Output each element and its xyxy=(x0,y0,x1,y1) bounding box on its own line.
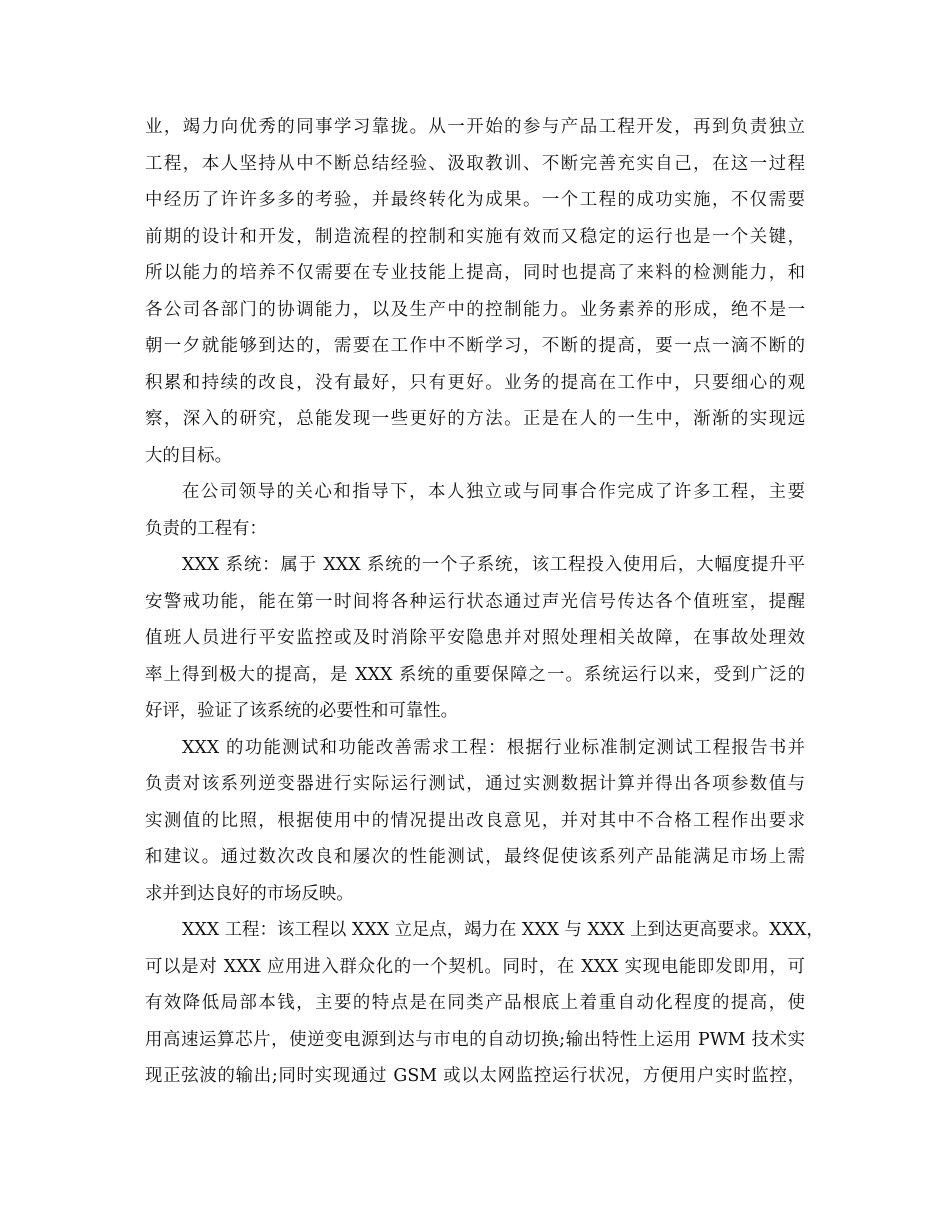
text-line: 察，深入的研究，总能发现一些更好的方法。正是在人的一生中，渐渐的实现远 xyxy=(145,409,805,429)
text-line: 和建议。通过数次改良和屡次的性能测试，最终促使该系列产品能满足市场上需 xyxy=(145,847,805,867)
text-line: 用高速运算芯片，使逆变电源到达与市电的自动切换;输出特性上运用 PWM 技术实 xyxy=(145,1029,805,1050)
text-line: 求并到达良好的市场反映。 xyxy=(145,883,354,904)
paragraph-project-system xyxy=(145,547,805,730)
paragraph-projects-intro xyxy=(145,474,805,547)
text-line: XXX 系统：属于 XXX 系统的一个子系统，该工程投入使用后，大幅度提升平 xyxy=(182,555,805,575)
text-line: 业，竭力向优秀的同事学习靠拢。从一开始的参与产品工程开发，再到负责独立 xyxy=(145,117,805,137)
text-line: 好评，验证了该系统的必要性和可靠性。 xyxy=(145,701,459,721)
text-line: 各公司各部门的协调能力，以及生产中的控制能力。业务素养的形成，绝不是一 xyxy=(145,299,805,320)
text-line: 有效降低局部本钱，主要的特点是在同类产品根底上着重自动化程度的提高，使 xyxy=(145,993,805,1013)
document-body xyxy=(145,109,824,1095)
text-line: 朝一夕就能够到达的，需要在工作中不断学习，不断的提高，要一点一滴不断的 xyxy=(145,336,805,356)
text-line: 实测值的比照，根据使用中的情况提出改良意见，并对其中不合格工程作出要求 xyxy=(145,810,805,831)
text-line: 可以是对 XXX 应用进入群众化的一个契机。同时，在 XXX 实现电能即发即用，可 xyxy=(145,956,805,977)
text-line: 工程，本人坚持从中不断总结经验、汲取教训、不断完善充实自己，在这一过程 xyxy=(145,153,805,174)
text-line: 大的目标。 xyxy=(145,445,232,466)
text-line: 积累和持续的改良，没有最好，只有更好。业务的提高在工作中，只要细心的观 xyxy=(145,372,805,393)
text-line: 中经历了许许多多的考验，并最终转化为成果。一个工程的成功实施，不仅需要 xyxy=(145,190,805,210)
text-line: 所以能力的培养不仅需要在专业技能上提高，同时也提高了来料的检测能力，和 xyxy=(145,263,805,283)
text-line: 率上得到极大的提高，是 XXX 系统的重要保障之一。系统运行以来，受到广泛的 xyxy=(145,664,805,685)
text-line: 在公司领导的关心和指导下，本人独立或与同事合作完成了许多工程，主要 xyxy=(182,482,805,502)
text-line: 负责的工程有： xyxy=(145,518,267,539)
paragraph-work-experience xyxy=(145,109,805,474)
text-line: XXX 的功能测试和功能改善需求工程：根据行业标准制定测试工程报告书并 xyxy=(182,737,805,758)
text-line: 安警戒功能，能在第一时间将各种运行状态通过声光信号传达各个值班室，提醒 xyxy=(145,591,805,612)
text-line: 负责对该系列逆变器进行实际运行测试，通过实测数据计算并得出各项参数值与 xyxy=(145,774,805,794)
paragraph-project-engineering xyxy=(145,912,824,1095)
paragraph-project-testing xyxy=(145,730,805,913)
text-line: XXX 工程：该工程以 XXX 立足点，竭力在 XXX 与 XXX 上到达更高要求。XXX， xyxy=(182,920,824,940)
text-line: 现正弦波的输出;同时实现通过 GSM 或以太网监控运行状况，方便用户实时监控， xyxy=(145,1066,805,1086)
text-line: 值班人员进行平安监控或及时消除平安隐患并对照处理相关故障，在事故处理效 xyxy=(145,628,805,648)
text-line: 前期的设计和开发，制造流程的控制和实施有效而又稳定的运行也是一个关键， xyxy=(145,226,805,247)
